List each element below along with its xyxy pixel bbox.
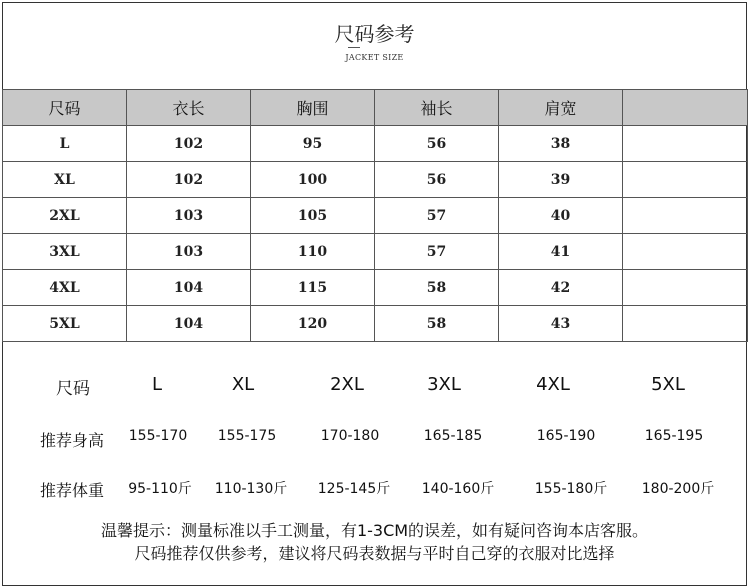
weight-value: 125-145斤	[317, 481, 391, 497]
column-header: 胸围	[251, 90, 375, 126]
weight-row-label: 推荐体重	[40, 481, 105, 500]
table-cell: 110	[251, 234, 375, 270]
table-cell: 4XL	[3, 270, 127, 306]
table-cell	[623, 126, 748, 162]
table-cell: 103	[127, 198, 251, 234]
size-value: 3XL	[427, 374, 461, 395]
table-cell: 58	[375, 306, 499, 342]
table-cell	[623, 198, 748, 234]
recommendation-section	[2, 343, 747, 586]
height-value: 165-185	[423, 428, 483, 444]
height-value: 170-180	[320, 428, 380, 444]
table-cell	[623, 234, 748, 270]
table-cell: 39	[499, 162, 623, 198]
weight-value: 155-180斤	[534, 481, 608, 497]
table-cell: 102	[127, 126, 251, 162]
table-cell: 42	[499, 270, 623, 306]
weight-value: 140-160斤	[421, 481, 495, 497]
table-cell: 95	[251, 126, 375, 162]
recommended-size-row	[2, 374, 747, 404]
column-header	[623, 90, 748, 126]
table-cell: 41	[499, 234, 623, 270]
size-advice-note: 尺码推荐仅供参考，建议将尺码表数据与平时自己穿的衣服对比选择	[134, 544, 615, 563]
table-row	[3, 162, 748, 198]
table-cell: 38	[499, 126, 623, 162]
table-cell: 57	[375, 198, 499, 234]
table-cell: 43	[499, 306, 623, 342]
table-row	[3, 270, 748, 306]
table-cell: 3XL	[3, 234, 127, 270]
table-cell: 58	[375, 270, 499, 306]
table-row	[3, 198, 748, 234]
height-value: 155-175	[217, 428, 277, 444]
table-cell	[623, 270, 748, 306]
title-divider	[348, 47, 360, 48]
table-cell: 2XL	[3, 198, 127, 234]
column-header: 衣长	[127, 90, 251, 126]
weight-value: 180-200斤	[641, 481, 715, 497]
recommended-height-row	[2, 428, 747, 458]
table-cell: 100	[251, 162, 375, 198]
size-value: L	[151, 374, 163, 395]
table-cell: 104	[127, 270, 251, 306]
size-value: XL	[231, 374, 255, 395]
measurement-note: 温馨提示：测量标准以手工测量，有1-3CM的误差，如有疑问咨询本店客服。	[100, 521, 649, 540]
table-cell: 102	[127, 162, 251, 198]
height-value: 155-170	[128, 428, 188, 444]
table-cell: L	[3, 126, 127, 162]
table-cell: 115	[251, 270, 375, 306]
table-row	[3, 234, 748, 270]
table-cell: XL	[3, 162, 127, 198]
column-header: 尺码	[3, 90, 127, 126]
table-cell: 56	[375, 162, 499, 198]
header	[2, 2, 747, 89]
table-cell: 104	[127, 306, 251, 342]
height-value: 165-195	[644, 428, 704, 444]
weight-value: 95-110斤	[128, 481, 192, 497]
height-row-label: 推荐身高	[40, 431, 105, 450]
table-cell	[623, 306, 748, 342]
table-cell	[623, 162, 748, 198]
column-header: 袖长	[375, 90, 499, 126]
table-cell: 120	[251, 306, 375, 342]
table-row	[3, 126, 748, 162]
column-header: 肩宽	[499, 90, 623, 126]
size-table	[2, 89, 748, 342]
table-cell: 103	[127, 234, 251, 270]
table-cell: 40	[499, 198, 623, 234]
table-cell: 56	[375, 126, 499, 162]
table-cell: 5XL	[3, 306, 127, 342]
recommended-weight-row	[2, 478, 747, 508]
table-row	[3, 306, 748, 342]
height-value: 165-190	[536, 428, 596, 444]
weight-value: 110-130斤	[214, 481, 288, 497]
table-header-row	[3, 90, 748, 126]
page-title: 尺码参考	[334, 22, 415, 46]
size-value: 2XL	[330, 374, 364, 395]
table-cell: 57	[375, 234, 499, 270]
table-cell: 105	[251, 198, 375, 234]
size-value: 5XL	[651, 374, 685, 395]
page-subtitle: JACKET SIZE	[345, 53, 404, 62]
size-value: 4XL	[536, 374, 570, 395]
size-row-label: 尺码	[56, 379, 90, 399]
